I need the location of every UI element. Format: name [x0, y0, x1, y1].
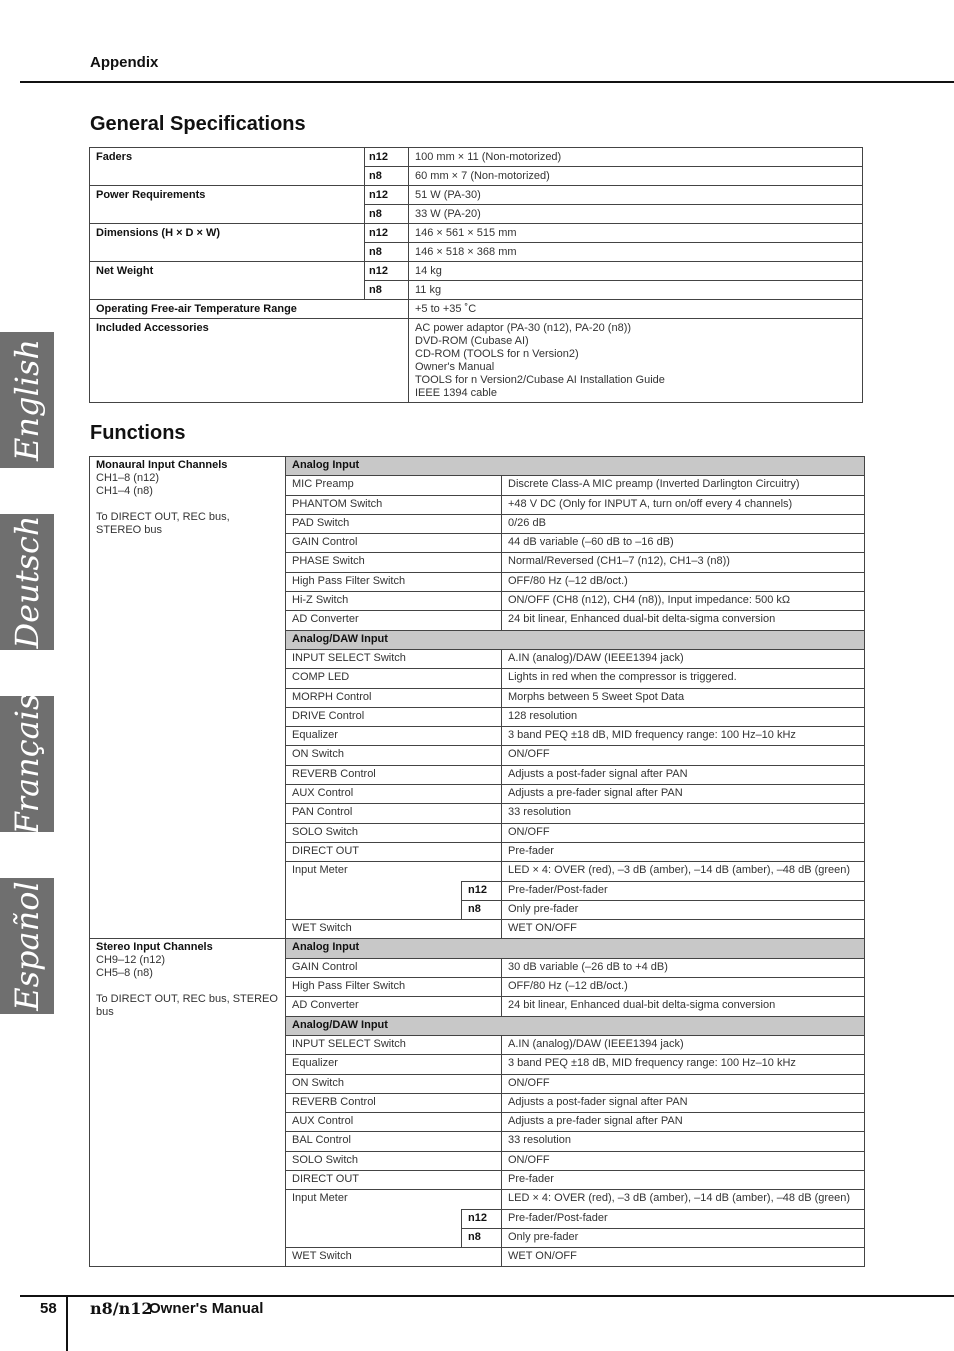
function-name: INPUT SELECT Switch: [286, 1035, 502, 1054]
model-label: n8: [365, 243, 409, 262]
function-value: Discrete Class-A MIC preamp (Inverted Darlington Circuitry): [502, 476, 865, 495]
function-value: Pre-fader/Post-fader: [502, 881, 865, 900]
channel-group-title: Monaural Input Channels: [96, 459, 228, 471]
function-value: OFF/80 Hz (–12 dB/oct.): [502, 978, 865, 997]
model-label: n8: [365, 205, 409, 224]
footer-rule: [20, 1295, 954, 1297]
function-value: 33 resolution: [502, 804, 865, 823]
model-label: n12: [462, 881, 502, 900]
spec-label: Power Requirements: [90, 186, 365, 224]
function-name: GAIN Control: [286, 534, 502, 553]
function-value: LED × 4: OVER (red), –3 dB (amber), –14 dB (amber), –48 dB (green): [502, 1190, 865, 1209]
function-value: LED × 4: OVER (red), –3 dB (amber), –14 dB (amber), –48 dB (green): [502, 862, 865, 881]
function-name: PHASE Switch: [286, 553, 502, 572]
spacer-cell: [462, 862, 502, 881]
function-value: OFF/80 Hz (–12 dB/oct.): [502, 572, 865, 591]
function-value: Pre-fader: [502, 1170, 865, 1189]
function-value: 3 band PEQ ±18 dB, MID frequency range: 100 Hz–10 kHz: [502, 1055, 865, 1074]
side-tab-espanol[interactable]: [0, 878, 54, 1014]
function-value: 24 bit linear, Enhanced dual-bit delta-sigma conversion: [502, 611, 865, 630]
spec-value: 146 × 561 × 515 mm: [409, 224, 863, 243]
section-header: Analog/DAW Input: [286, 630, 865, 649]
function-value: Lights in red when the compressor is triggered.: [502, 669, 865, 688]
function-value: Adjusts a post-fader signal after PAN: [502, 1093, 865, 1112]
spec-value: 11 kg: [409, 281, 863, 300]
function-value: Pre-fader/Post-fader: [502, 1209, 865, 1228]
function-name: WET Switch: [286, 1248, 502, 1267]
spec-value: AC power adaptor (PA-30 (n12), PA-20 (n8)) DVD-ROM (Cubase AI) CD-ROM (TOOLS for n Version2) Owner's Manual TOOLS for n Version2/Cubase AI Installation Guide IEEE 1394 cable: [409, 319, 863, 403]
side-tab-label: Deutsch: [8, 515, 46, 649]
function-name: AD Converter: [286, 997, 502, 1016]
function-value: 30 dB variable (–26 dB to +4 dB): [502, 958, 865, 977]
function-value: ON/OFF: [502, 1151, 865, 1170]
function-value: 44 dB variable (–60 dB to –16 dB): [502, 534, 865, 553]
channel-group-cell: [90, 457, 286, 939]
spec-label: Dimensions (H × D × W): [90, 224, 365, 262]
spec-value: 146 × 518 × 368 mm: [409, 243, 863, 262]
header-section-title: Appendix: [90, 54, 159, 71]
side-tab-deutsch[interactable]: [0, 514, 54, 650]
spec-row: [90, 319, 863, 403]
function-value: Only pre-fader: [502, 900, 865, 919]
function-value: +48 V DC (Only for INPUT A, turn on/off every 4 channels): [502, 495, 865, 514]
function-name: AUX Control: [286, 785, 502, 804]
spec-value: +5 to +35 ˚C: [409, 300, 863, 319]
function-name: PAN Control: [286, 804, 502, 823]
function-name: Input Meter: [286, 1190, 462, 1248]
function-name: DIRECT OUT: [286, 842, 502, 861]
side-tab-label: Français: [8, 693, 46, 835]
function-name: Equalizer: [286, 1055, 502, 1074]
model-label: n12: [365, 224, 409, 243]
functions-heading: Functions: [90, 422, 186, 444]
function-value: 24 bit linear, Enhanced dual-bit delta-sigma conversion: [502, 997, 865, 1016]
page-number: 58: [40, 1300, 57, 1317]
function-value: ON/OFF: [502, 746, 865, 765]
spec-value: 33 W (PA-20): [409, 205, 863, 224]
function-name: DIRECT OUT: [286, 1170, 502, 1189]
function-value: ON/OFF (CH8 (n12), CH4 (n8)), Input impedance: 500 kΩ: [502, 592, 865, 611]
spacer-cell: [462, 1190, 502, 1209]
function-value: Adjusts a post-fader signal after PAN: [502, 765, 865, 784]
function-name: REVERB Control: [286, 1093, 502, 1112]
model-label: n12: [365, 186, 409, 205]
channel-group-description: CH9–12 (n12) CH5–8 (n8) To DIRECT OUT, REC bus, STEREO bus: [96, 954, 278, 1019]
section-header: Analog Input: [286, 939, 865, 958]
function-name: BAL Control: [286, 1132, 502, 1151]
function-name: Equalizer: [286, 727, 502, 746]
side-tab-english[interactable]: [0, 332, 54, 468]
spec-value: 51 W (PA-30): [409, 186, 863, 205]
function-name: AD Converter: [286, 611, 502, 630]
function-value: Only pre-fader: [502, 1228, 865, 1247]
function-value: 33 resolution: [502, 1132, 865, 1151]
channel-group-description: CH1–8 (n12) CH1–4 (n8) To DIRECT OUT, REC bus, STEREO bus: [96, 472, 230, 536]
section-header: Analog/DAW Input: [286, 1016, 865, 1035]
function-name: GAIN Control: [286, 958, 502, 977]
product-logo: n8/n12: [90, 1299, 153, 1318]
function-name: MIC Preamp: [286, 476, 502, 495]
function-name: Hi-Z Switch: [286, 592, 502, 611]
header-rule: [20, 81, 954, 83]
function-name: REVERB Control: [286, 765, 502, 784]
function-name: High Pass Filter Switch: [286, 572, 502, 591]
spec-label: Faders: [90, 148, 365, 186]
function-name: Input Meter: [286, 862, 462, 920]
function-value: Adjusts a pre-fader signal after PAN: [502, 1113, 865, 1132]
function-name: ON Switch: [286, 746, 502, 765]
function-value: WET ON/OFF: [502, 1248, 865, 1267]
model-label: n8: [365, 281, 409, 300]
model-label: n8: [365, 167, 409, 186]
function-value: Normal/Reversed (CH1–7 (n12), CH1–3 (n8)): [502, 553, 865, 572]
function-name: ON Switch: [286, 1074, 502, 1093]
function-row: [90, 939, 865, 958]
function-name: WET Switch: [286, 920, 502, 939]
function-value: 128 resolution: [502, 707, 865, 726]
spec-value: 100 mm × 11 (Non-motorized): [409, 148, 863, 167]
side-tab-label: English: [8, 339, 46, 461]
function-name: DRIVE Control: [286, 707, 502, 726]
function-name: SOLO Switch: [286, 823, 502, 842]
side-tab-label: Español: [8, 881, 46, 1011]
side-tab-francais[interactable]: [0, 693, 54, 835]
spec-label: Net Weight: [90, 262, 365, 300]
function-value: A.IN (analog)/DAW (IEEE1394 jack): [502, 649, 865, 668]
spec-label: Included Accessories: [90, 319, 409, 403]
channel-group-cell: [90, 939, 286, 1267]
model-label: n12: [365, 262, 409, 281]
function-name: INPUT SELECT Switch: [286, 649, 502, 668]
function-name: SOLO Switch: [286, 1151, 502, 1170]
manual-title: Owner's Manual: [149, 1300, 264, 1317]
spec-label: Operating Free-air Temperature Range: [90, 300, 409, 319]
section-header: Analog Input: [286, 457, 865, 476]
function-value: 0/26 dB: [502, 514, 865, 533]
function-value: Pre-fader: [502, 842, 865, 861]
function-name: COMP LED: [286, 669, 502, 688]
function-name: PHANTOM Switch: [286, 495, 502, 514]
spec-value: 14 kg: [409, 262, 863, 281]
general-specs-table: [89, 147, 863, 403]
model-label: n8: [462, 1228, 502, 1247]
model-label: n12: [462, 1209, 502, 1228]
function-value: ON/OFF: [502, 823, 865, 842]
footer-divider: [66, 1296, 68, 1351]
general-specs-heading: General Specifications: [90, 113, 306, 135]
function-value: ON/OFF: [502, 1074, 865, 1093]
function-value: WET ON/OFF: [502, 920, 865, 939]
function-value: Morphs between 5 Sweet Spot Data: [502, 688, 865, 707]
spec-value: 60 mm × 7 (Non-motorized): [409, 167, 863, 186]
function-name: PAD Switch: [286, 514, 502, 533]
functions-table: [89, 456, 865, 1267]
model-label: n8: [462, 900, 502, 919]
function-value: A.IN (analog)/DAW (IEEE1394 jack): [502, 1035, 865, 1054]
spec-row: [90, 186, 863, 205]
function-name: MORPH Control: [286, 688, 502, 707]
function-name: High Pass Filter Switch: [286, 978, 502, 997]
function-row: [90, 457, 865, 476]
spec-row: [90, 300, 863, 319]
function-name: AUX Control: [286, 1113, 502, 1132]
channel-group-title: Stereo Input Channels: [96, 941, 213, 954]
spec-row: [90, 224, 863, 243]
spec-row: [90, 148, 863, 167]
function-value: Adjusts a pre-fader signal after PAN: [502, 785, 865, 804]
spec-row: [90, 262, 863, 281]
model-label: n12: [365, 148, 409, 167]
function-value: 3 band PEQ ±18 dB, MID frequency range: 100 Hz–10 kHz: [502, 727, 865, 746]
